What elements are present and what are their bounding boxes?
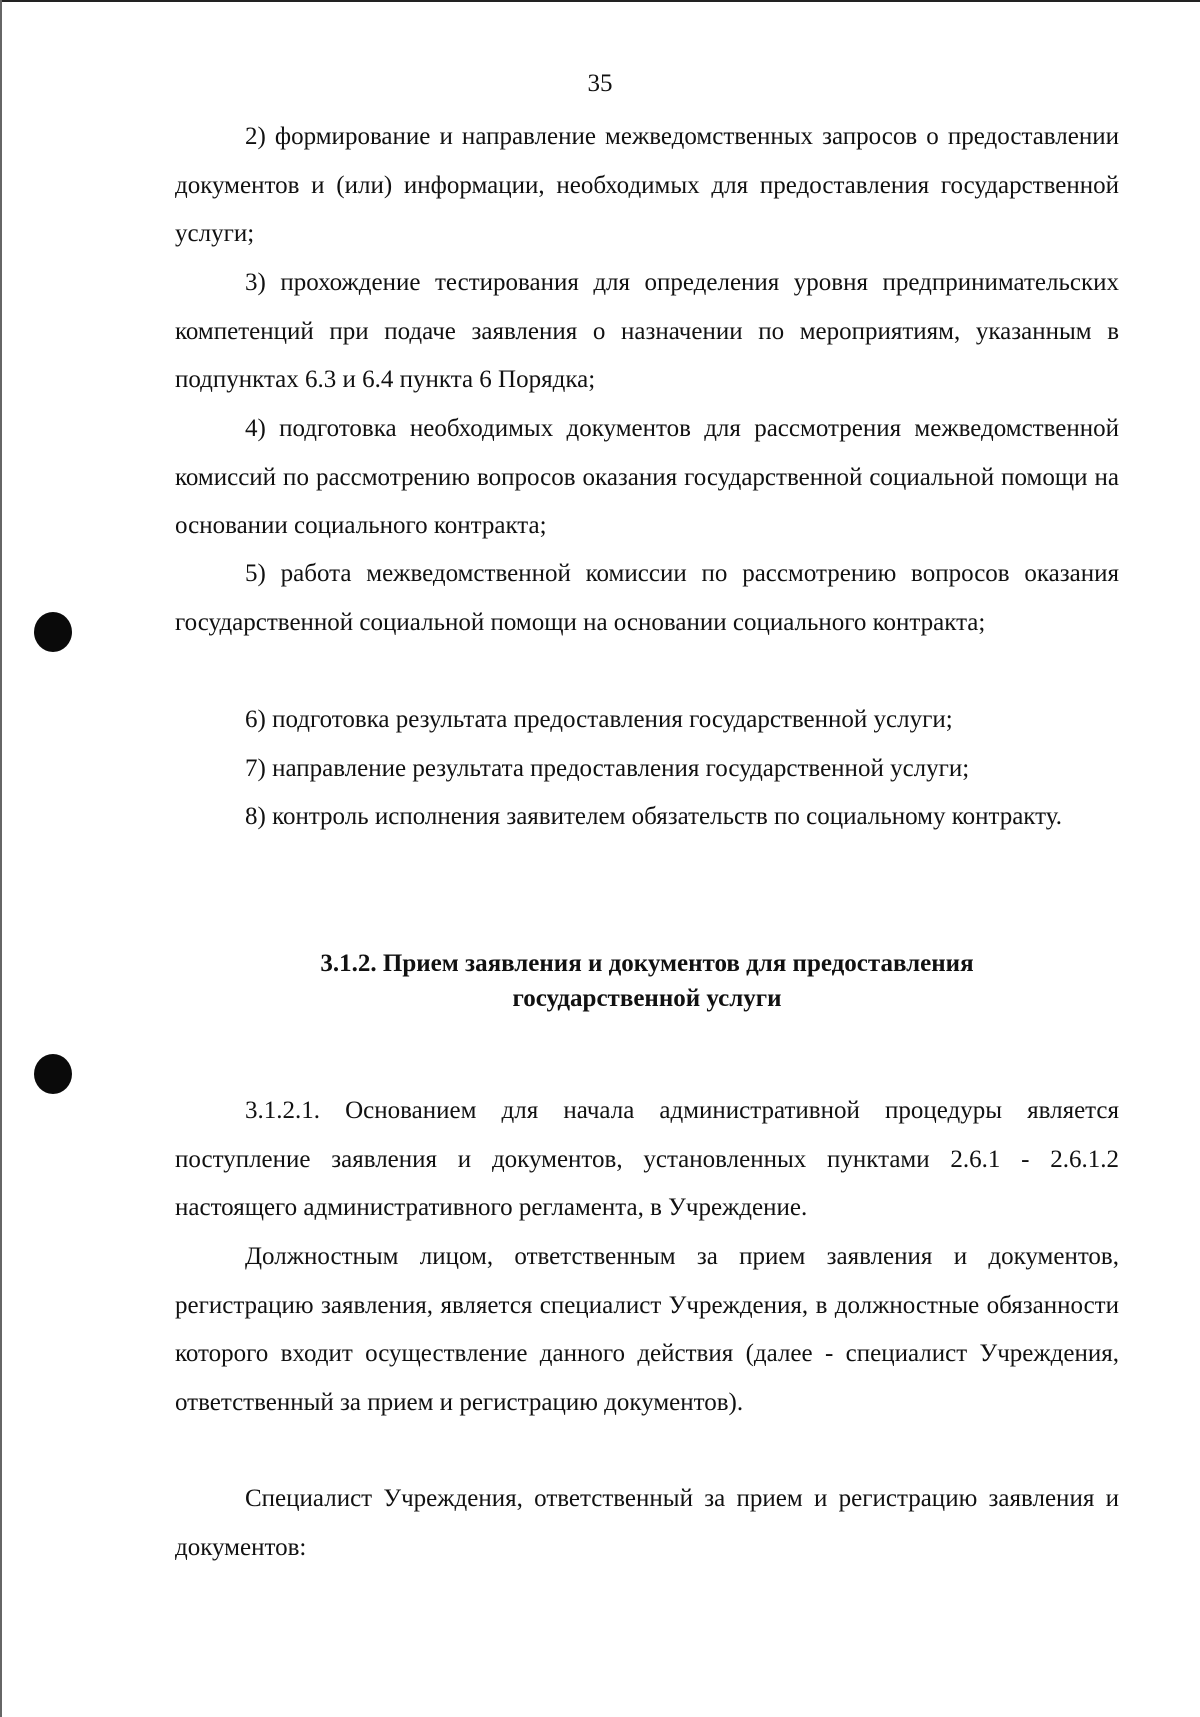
list-item: 5) работа межведомственной комиссии по рассмотрению вопросов оказания государственной социальной помощи на основании социального контракта; — [175, 560, 1119, 636]
section-heading — [175, 946, 1119, 1016]
list-item: 3) прохождение тестирования для определения уровня предпринимательских компетенций при подаче заявления о назначении по мероприятиям, указанным в подпунктах 6.3 и 6.4 пункта 6 Порядка; — [175, 269, 1119, 393]
scan-border — [0, 0, 1200, 2]
punch-hole — [34, 1054, 72, 1094]
list-item: 6) подготовка результата предоставления государственной услуги; — [245, 706, 953, 733]
section-heading-line: государственной услуги — [512, 985, 782, 1012]
scan-border — [0, 0, 2, 1717]
list-item: 2) формирование и направление межведомственных запросов о предоставлении документов и (или) информации, необходимых для предоставления государственной услуги; — [175, 123, 1119, 247]
page-number: 35 — [587, 70, 613, 97]
body-paragraph: Должностным лицом, ответственным за прием заявления и документов, регистрацию заявления, является специалист Учреждения, в должностные обязанности которого входит осуществление данного действия (далее - специалист Учреждения, ответственный за прием и регистрацию документов). — [175, 1243, 1119, 1416]
body-paragraph: Специалист Учреждения, ответственный за прием и регистрацию заявления и документов: — [175, 1485, 1119, 1561]
list-item: 8) контроль исполнения заявителем обязательств по социальному контракту. — [245, 803, 1062, 830]
section-heading-line: 3.1.2. Прием заявления и документов для предоставления — [320, 950, 974, 977]
list-item: 7) направление результата предоставления государственной услуги; — [245, 755, 970, 782]
list-item: 4) подготовка необходимых документов для рассмотрения межведомственной комиссий по рассмотрению вопросов оказания государственной социальной помощи на основании социального контракта; — [175, 415, 1119, 539]
body-paragraph: 3.1.2.1. Основанием для начала административной процедуры является поступление заявления и документов, установленных пунктами 2.6.1 - 2.6.1.2 настоящего административного регламента, в Учреждение. — [175, 1097, 1119, 1221]
punch-hole — [34, 612, 72, 652]
